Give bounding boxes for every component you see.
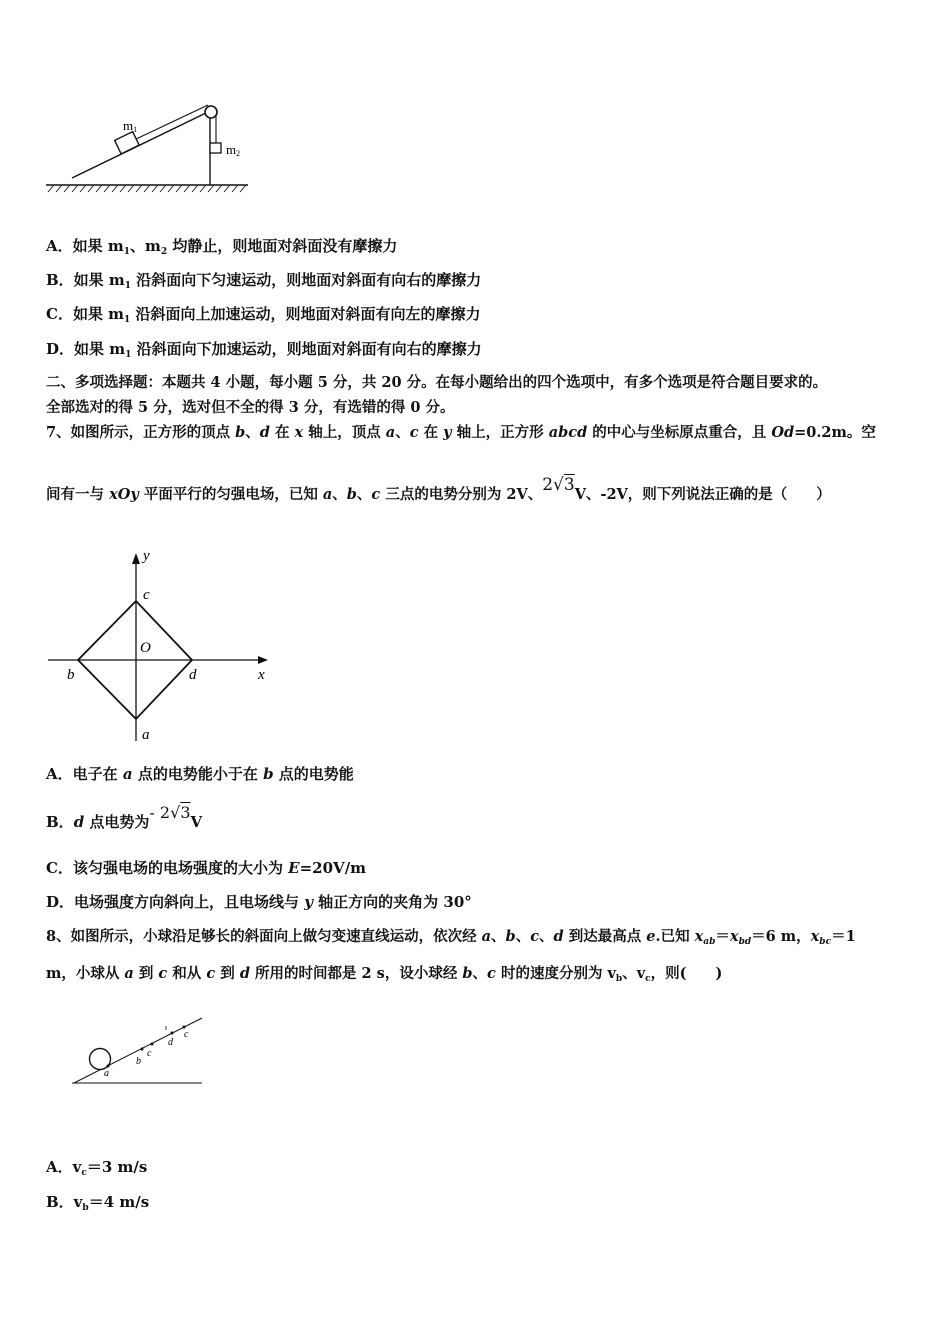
ground-hatch [48, 185, 246, 192]
q7-stem-line2: 间有一与 xOy 平面平行的匀强电场，已知 a、b、c 三点的电势分别为 2V、2√3V、-2V，则下列说法正确的是（ ） [46, 475, 831, 503]
section2-instructions-line2: 全部选对的得 5 分，选对但不全的得 3 分，有选错的得 0 分。 [46, 399, 455, 416]
label-e: c [184, 1029, 189, 1040]
block-m1 [115, 132, 140, 154]
label-d: d [189, 667, 197, 683]
sqrt-expression: 2√3 [542, 475, 575, 495]
q8-stem-line1: 8、如图所示，小球沿足够长的斜面向上做匀变速直线运动，依次经 a、b、c、d 到达最高点 e.已知 $x_{ab}=x_{bd}=6$ m，$x_{bc}=1$ [46, 928, 856, 947]
label-a: a [142, 727, 150, 743]
pulley-icon [205, 106, 217, 118]
q7-stem-line1: 7、如图所示，正方形的顶点 b、d 在 x 轴上，顶点 a、c 在 y 轴上，正方形 abcd 的中心与坐标原点重合，且 Od=0.2m。空 [46, 424, 876, 441]
q6-option-c: C．如果 $m_1$ 沿斜面向上加速运动，则地面对斜面有向左的摩擦力 [46, 305, 481, 325]
q7-option-d: D．电场强度方向斜向上，且电场线与 y 轴正方向的夹角为 30° [46, 893, 472, 911]
q7-option-c: C．该匀强电场的电场强度的大小为 E=20V/m [46, 859, 367, 877]
q8-stem-line2: m，小球从 a 到 c 和从 c 到 d 所用的时间都是 2 s，设小球经 b、c 时的速度分别为 $v_b$、$v_c$，则( ) [46, 965, 723, 984]
ball-incline-figure [66, 1012, 211, 1090]
block-m2 [210, 143, 221, 153]
label-c: c [147, 1048, 152, 1059]
q6-option-d: D．如果 $m_1$ 沿斜面向下加速运动，则地面对斜面有向右的摩擦力 [46, 340, 482, 360]
square-axes-figure [40, 543, 280, 748]
q7-option-a: A．电子在 a 点的电势能小于在 b 点的电势能 [46, 765, 354, 783]
incline-pulley-figure [40, 95, 255, 200]
y-axis [132, 553, 140, 741]
section2-instructions-line1: 二、多项选择题：本题共 4 小题，每小题 5 分，共 20 分。在每小题给出的四个选项中，有多个选项是符合题目要求的。 [46, 374, 828, 391]
label-x-axis: x [258, 667, 265, 683]
incline-surface [72, 111, 210, 185]
rope [134, 105, 216, 143]
neg-sqrt-expression: - 2√3 [149, 803, 191, 822]
label-O: O [140, 640, 151, 656]
q6-option-b: B．如果 $m_1$ 沿斜面向下匀速运动，则地面对斜面有向右的摩擦力 [46, 271, 482, 291]
label-m2: m2 [226, 142, 241, 158]
label-d: d [168, 1037, 173, 1048]
q8-option-a: A．$v_c=3$ m/s [46, 1158, 148, 1178]
q7-option-b: B．d 点电势为- 2√3V [46, 803, 203, 831]
label-m1: m1 [123, 118, 138, 134]
q8-option-b: B．$v_b=4$ m/s [46, 1193, 150, 1213]
label-b: b [67, 667, 75, 683]
label-y-axis: y [143, 548, 150, 564]
label-a: a [104, 1068, 109, 1079]
label-c: c [143, 587, 150, 603]
label-b: b [136, 1056, 141, 1067]
q6-option-a: A．如果 $m_1$、$m_2$ 均静止，则地面对斜面没有摩擦力 [46, 237, 398, 257]
